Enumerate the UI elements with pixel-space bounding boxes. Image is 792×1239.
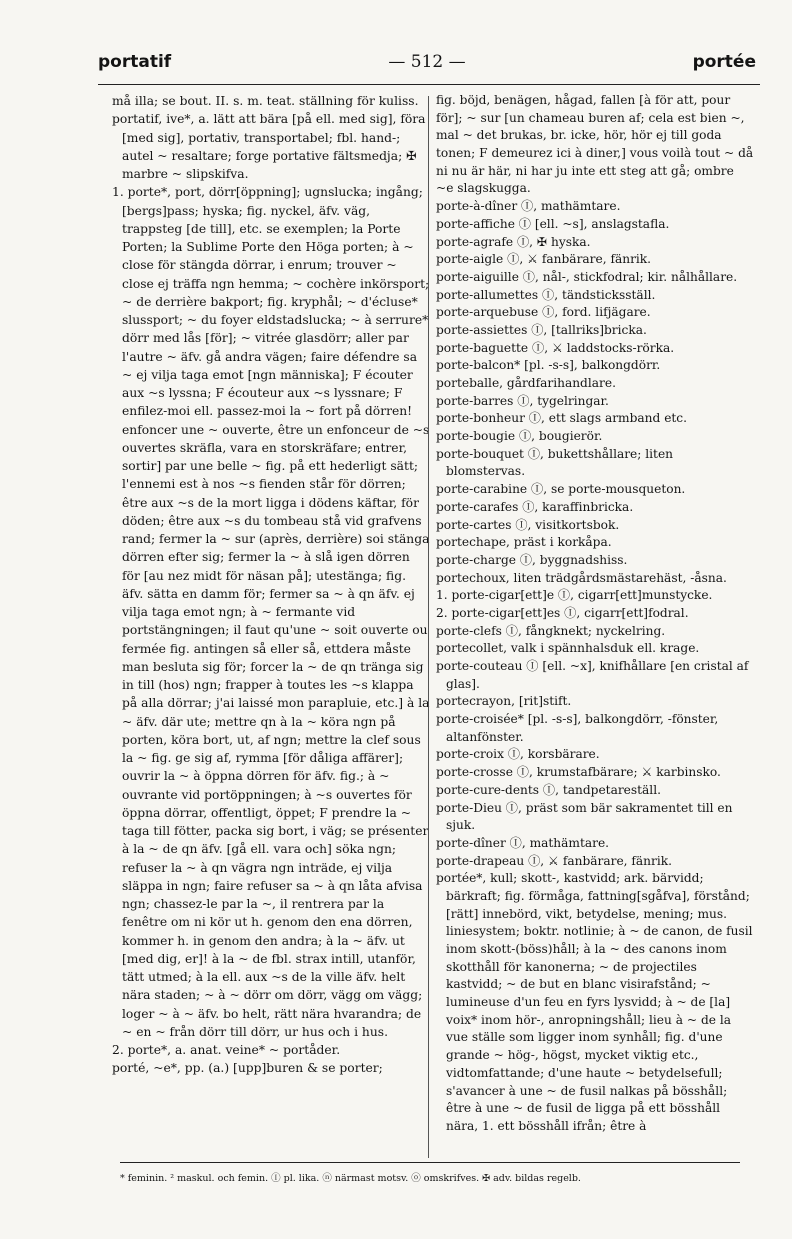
entry-continuation: fig. böjd, benägen, hågad, fallen [à för att, pour för]; ~ sur [un chameau buren af; cela est bien ~, mal ~ det brukas, br. icke, hör, hör ej till goda tonen; F demeurez ici à diner,] vous voilà tout ~ då ni nu är här, ni har ju inte ett steg att gå; ombre ~e slagskugga.: [436, 93, 754, 196]
entry-portecollet: portecollet, valk i spännhalsduk ell. krage.: [436, 641, 700, 656]
column-divider: [428, 96, 429, 1158]
entry-porte-balcon: porte-balcon* [pl. -s-s], balkongdörr.: [436, 358, 661, 373]
entry-porte-diner: porte-dîner Ⓘ, mathämtare.: [436, 835, 610, 850]
entry-porte-barres: porte-barres Ⓘ, tygelringar.: [436, 393, 609, 408]
abbreviation-key: * feminin. ² maskul. och femin. Ⓘ pl. lika. ⓝ närmast motsv. ⓞ omskrifves. ✠ adv. bildas regelb.: [120, 1173, 581, 1184]
right-column: [436, 92, 754, 1136]
entry-porte-baguette: porte-baguette Ⓘ, ⚔ laddstocks-rörka.: [436, 340, 675, 355]
entry-porte-cigarette-1: 1. porte-cigar[ett]e Ⓘ, cigarr[ett]munstycke.: [436, 588, 713, 603]
entry-porte-bougie: porte-bougie Ⓘ, bougierör.: [436, 429, 603, 444]
entry-porte-dieu: porte-Dieu Ⓘ, präst som bär sakramentet till en sjuk.: [436, 800, 733, 833]
header-left-word: portatif: [98, 52, 172, 72]
entry-porte-a-diner: porte-à-dîner Ⓘ, mathämtare.: [436, 199, 621, 214]
page-header: [98, 52, 756, 80]
entry-porte-cure-dents: porte-cure-dents Ⓘ, tandpetareställ.: [436, 782, 661, 797]
entry-porte-assiettes: porte-assiettes Ⓘ, [tallriks]bricka.: [436, 322, 647, 337]
entry-porteballe: porteballe, gårdfarihandlare.: [436, 376, 616, 390]
entry-portechape: portechape, präst i korkåpa.: [436, 535, 612, 550]
entry-porte-clefs: porte-clefs Ⓘ, fångknekt; nyckelring.: [436, 623, 666, 638]
entry-porte-bouquet: porte-bouquet Ⓘ, bukettshållare; liten blomstervas.: [436, 446, 674, 479]
entry-porte-cigarettes-2: 2. porte-cigar[ett]es Ⓘ, cigarr[ett]fodral.: [436, 605, 689, 620]
entry-continuation: må illa; se bout. II. s. m. teat. ställning för kuliss.: [112, 94, 419, 108]
page-number: — 512 —: [388, 52, 466, 72]
header-rule: [98, 84, 760, 85]
entry-porte-aiguille: porte-aiguille Ⓘ, nål-, stickfodral; kir. nålhållare.: [436, 269, 738, 284]
entry-portechoux: portechoux, liten trädgårdsmästarehäst, -åsna.: [436, 570, 727, 585]
entry-porte-carafes: porte-carafes Ⓘ, karaffinbricka.: [436, 499, 634, 514]
entry-portecrayon: portecrayon, [rit]stift.: [436, 694, 572, 709]
header-right-word: portée: [692, 52, 756, 72]
entry-porte-croix: porte-croix Ⓘ, korsbärare.: [436, 747, 600, 762]
footer-rule: [120, 1162, 740, 1163]
entry-porte-cartes: porte-cartes Ⓘ, visitkortsbok.: [436, 517, 620, 532]
entry-porte-pp: porté, ~e*, pp. (a.) [upp]buren & se porter;: [112, 1061, 383, 1076]
entry-porte-affiche: porte-affiche Ⓘ [ell. ~s], anslagstafla.: [436, 216, 670, 231]
entry-porte-bonheur: porte-bonheur Ⓘ, ett slags armband etc.: [436, 411, 688, 426]
entry-porte-charge: porte-charge Ⓘ, byggnadshiss.: [436, 552, 628, 567]
entry-porte-agrafe: porte-agrafe Ⓘ, ✠ hyska.: [436, 234, 591, 249]
entry-porte-allumettes: porte-allumettes Ⓘ, tändsticksställ.: [436, 287, 656, 302]
entry-porte-couteau: porte-couteau Ⓘ [ell. ~x], knifhållare [en cristal af glas].: [436, 659, 749, 691]
entry-porte-crosse: porte-crosse Ⓘ, krumstafbärare; ⚔ karbinsko.: [436, 765, 721, 780]
entry-portee: portée*, kull; skott-, kastvidd; ark. bärvidd; bärkraft; fig. förmåga, fattning[sgåfva], förstånd; [rätt] innebörd, vikt, betydelse, mening; mus. liniesystem; boktr. notlinie; à ~ de canon, de fusil inom skott-(böss)håll; à la ~ des canons inom skotthåll för kanonerna; ~ de projectiles kastvidd; ~ de but en blanc visirafstånd; ~ lumineuse d'un feu en fyrs lysvidd; à ~ de [la] voix* inom hör-, anropningshåll; lieu à ~ de la vue ställe som ligger inom synhåll; fig. d'une grande ~ hög-, högst, mycket viktig etc., vidtomfattande; d'une haute ~ betydelsefull; s'avancer à une ~ de fusil nalkas på bösshåll; être à une ~ de fusil de ligga på ett bösshåll nära, 1. ett bösshåll ifrån; être à: [436, 871, 753, 1133]
entry-porte-drapeau: porte-drapeau Ⓘ, ⚔ fanbärare, fänrik.: [436, 853, 673, 868]
entry-porte-2: 2. porte*, a. anat. veine* ~ portåder.: [112, 1043, 341, 1057]
entry-porte-croisee: porte-croisée* [pl. -s-s], balkongdörr, -fönster, altanfönster.: [436, 712, 719, 744]
entry-porte-aigle: porte-aigle Ⓘ, ⚔ fanbärare, fänrik.: [436, 252, 652, 267]
entry-portatif: portatif, ive*, a. lätt att bära [på ell. med sig], föra [med sig], portativ, transportabel; fbl. hand-; autel ~ resaltare; forge portative fältsmedja; ✠ marbre ~ slipskifva.: [112, 112, 426, 181]
entry-porte-1: 1. porte*, port, dörr[öppning]; ugnslucka; ingång; [bergs]pass; hyska; fig. nyckel, äfv. väg, trappsteg [de till], etc. se exemplen; la Porte Porten; la Sublime Porte den Höga porten; à ~ close för stängda dörrar, i enrum; trouver ~ close ej träffa ngn hemma; ~ cochère inkörsport; ~ de derrière bakport; fig. kryphål; ~ d'écluse* slussport; ~ du foyer eldstadslucka; ~ à serrure* dörr med lås [för]; ~ vitrée glasdörr; aller par l'autre ~ äfv. gå andra vägen; faire défendre sa ~ ej vilja taga emot [ngn människa]; F écouter aux ~s lyssna; F écouteur aux ~s lyssnare; F enfilez-moi ell. passez-moi la ~ fort på dörren! enfoncer une ~ ouverte, être un enfonceur de ~s ouvertes skräfla, vara en storskräfare; entrer, sortir] par une belle ~ fig. på ett hederligt sätt; l'ennemi est à nos ~s fienden står för dörren; être aux ~s de la mort ligga i dödens käftar, för döden; être aux ~s du tombeau stå vid grafvens rand; fermer la ~ sur (après, derrière) soi stänga dörren efter sig; fermer la ~ à slå igen dörren för [au nez midt för näsan på]; utestänga; fig. äfv. sätta en damm för; fermer sa ~ à qn äfv. ej vilja taga emot ngn; à ~ fermante vid portstängningen; il faut qu'une ~ soit ouverte ou fermée fig. antingen så eller så, ettdera måste man besluta sig för; forcer la ~ de qn tränga sig in till (hos) ngn; frapper à toutes les ~s klappa på alla dörrar; j'ai laissé mon parapluie, etc.] à la ~ äfv. där ute; mettre qn à la ~ köra ngn på porten, köra bort, ut, af ngn; mettre la clef sous la ~ fig. ge sig af, rymma [för dåliga affärer]; ouvrir la ~ à öppna dörren för äfv. fig.; à ~ ouvrante vid portöppningen; à ~s ouvertes för öppna dörrar, offentligt, öppet; F prendre la ~ taga till fötter, packa sig bort, i väg; se présenter à la ~ de qn äfv. [gå ell. vara och] söka ngn; refuser la ~ à qn vägra ngn inträde, ej vilja släppa in ngn; faire refuser sa ~ à qn låta afvisa ngn; chassez-le par la ~, il rentrera par la fenêtre om ni kör ut h. genom den ena dörren, kommer h. in genom den andra; à la ~ äfv. ut [med dig, er]! à la ~ de fbl. strax intill, utanför, tätt utmed; à la ell. aux ~s de la ville äfv. helt nära staden; ~ à ~ dörr om dörr, vägg om vägg; loger ~ à ~ äfv. bo helt, rätt nära hvarandra; de ~ en ~ från dörr till dörr, ur hus och i hus.: [112, 185, 430, 1039]
left-column: [112, 92, 430, 1078]
entry-porte-arquebuse: porte-arquebuse Ⓘ, ford. lifjägare.: [436, 305, 651, 320]
entry-porte-carabine: porte-carabine Ⓘ, se porte-mousqueton.: [436, 482, 686, 497]
